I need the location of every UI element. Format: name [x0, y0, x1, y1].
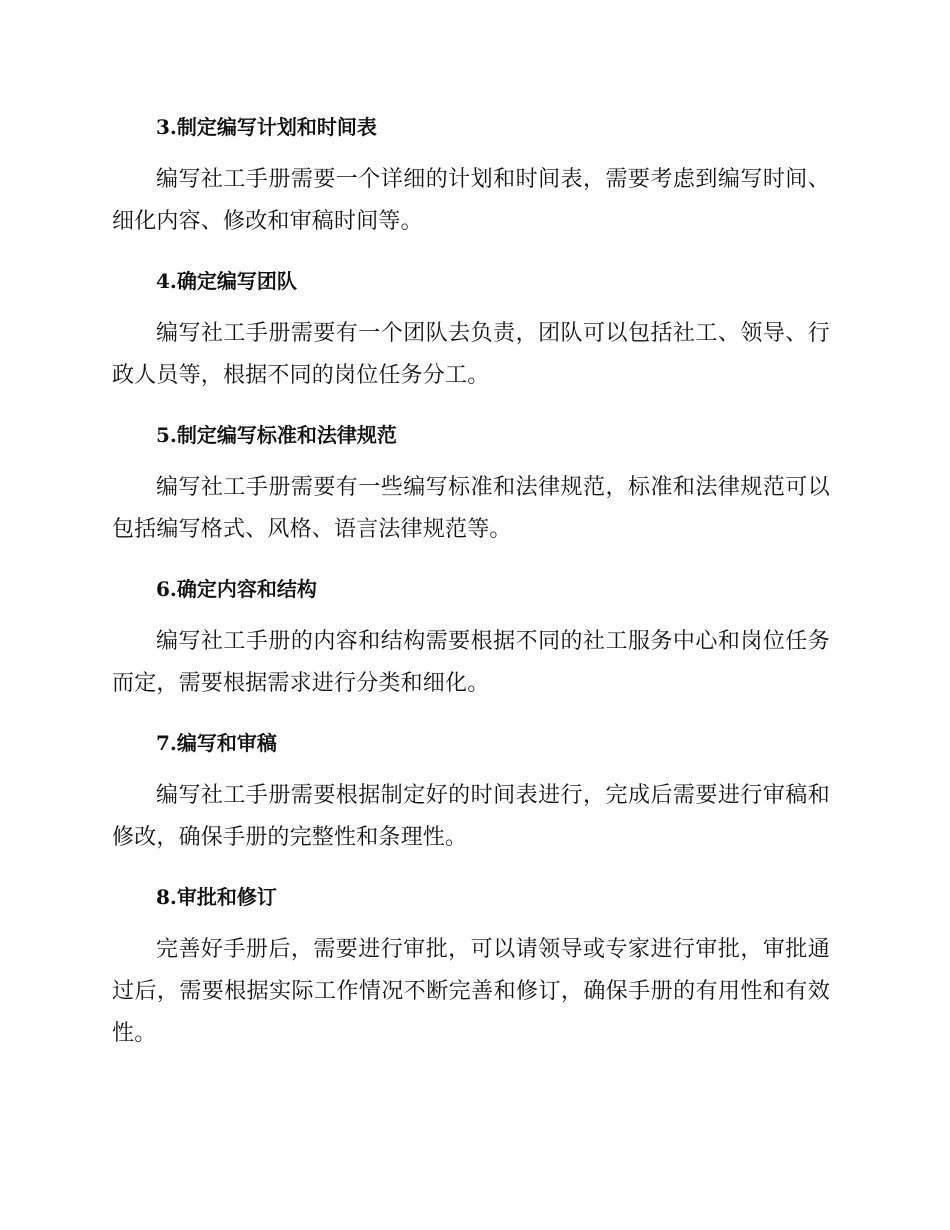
section-8	[112, 875, 830, 1055]
section-paragraph: 编写社工手册需要根据制定好的时间表进行，完成后需要进行审稿和修改，确保手册的完整性和条理性。	[112, 783, 830, 850]
section-heading: 6.确定内容和结构	[156, 577, 317, 601]
section-heading: 4.确定编写团队	[156, 269, 297, 293]
section-paragraph: 编写社工手册需要有一个团队去负责，团队可以包括社工、领导、行政人员等，根据不同的岗位任务分工。	[112, 321, 830, 388]
section-heading: 5.制定编写标准和法律规范	[156, 423, 397, 447]
section-paragraph: 编写社工手册需要一个详细的计划和时间表，需要考虑到编写时间、细化内容、修改和审稿时间等。	[112, 167, 830, 234]
section-6	[112, 567, 830, 705]
section-3	[112, 105, 830, 243]
section-5	[112, 413, 830, 551]
section-heading: 8.审批和修订	[156, 885, 277, 909]
section-paragraph: 完善好手册后，需要进行审批，可以请领导或专家进行审批，审批通过后，需要根据实际工作情况不断完善和修订，确保手册的有用性和有效性。	[112, 937, 830, 1046]
section-paragraph: 编写社工手册需要有一些编写标准和法律规范，标准和法律规范可以包括编写格式、风格、语言法律规范等。	[112, 475, 830, 542]
section-4	[112, 259, 830, 397]
section-heading: 7.编写和审稿	[156, 731, 277, 755]
section-7	[112, 721, 830, 859]
document-body	[112, 105, 830, 1071]
section-heading: 3.制定编写计划和时间表	[156, 115, 377, 139]
section-paragraph: 编写社工手册的内容和结构需要根据不同的社工服务中心和岗位任务而定，需要根据需求进行分类和细化。	[112, 629, 830, 696]
